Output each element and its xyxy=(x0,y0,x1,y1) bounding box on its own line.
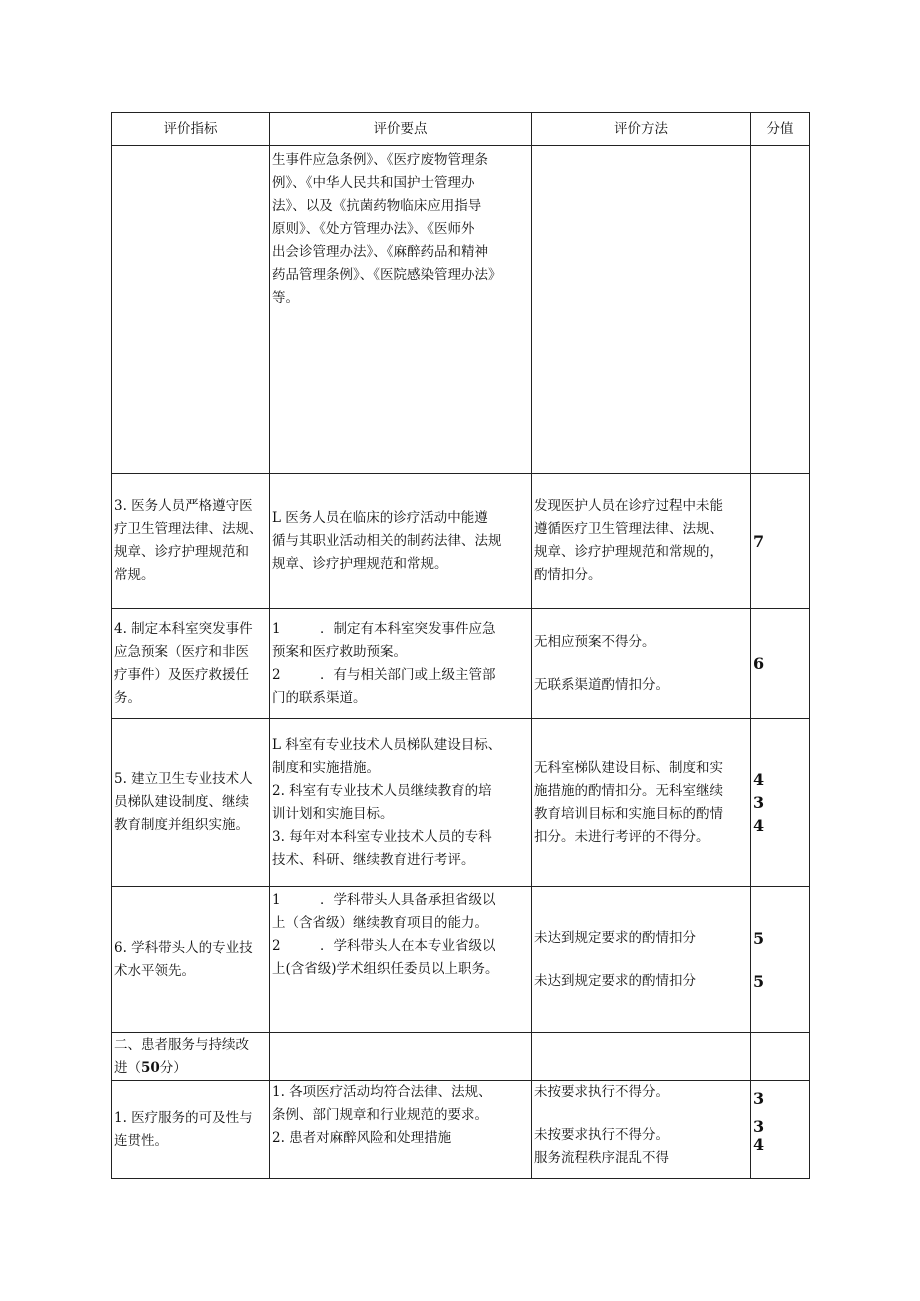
table-header-row xyxy=(112,113,810,146)
score-cell xyxy=(751,609,810,719)
points-line: 药品管理条例》、《医院感染管理办法》 xyxy=(272,267,502,283)
points-line: 制度和实施措施。 xyxy=(272,759,380,776)
score-value: 5 xyxy=(753,928,765,948)
spacer xyxy=(534,950,748,970)
points-line: 法》、以及《抗菌药物临床应用指导 xyxy=(272,198,482,214)
score-cell xyxy=(751,1033,810,1081)
indicator-line: 应急预案（医疗和非医 xyxy=(114,643,249,660)
points-line: 预案和医疗救助预案。 xyxy=(272,643,407,660)
score-value: 6 xyxy=(753,654,765,673)
indicator-line: 员梯队建设制度、继续 xyxy=(114,794,249,810)
points-cell xyxy=(270,609,532,719)
score-value: 3 xyxy=(753,1089,765,1108)
section-heading xyxy=(112,1033,270,1081)
points-line: 2. 科室有专业技术人员继续教育的培 xyxy=(272,782,492,799)
points-line: 训计划和实施目标。 xyxy=(272,805,394,822)
enum-text: ．学科带头人具备承担省级以 xyxy=(320,892,496,908)
points-cell xyxy=(270,719,532,887)
score-value: 4 xyxy=(753,816,765,835)
table-row xyxy=(112,1081,810,1179)
score-value: 3 xyxy=(753,1117,765,1136)
points-line: 规章、诊疗护理规范和常规。 xyxy=(272,555,448,572)
indicator-cell xyxy=(112,146,270,474)
score-cell xyxy=(751,146,810,474)
indicator-cell xyxy=(112,887,270,1033)
enum-number: 1 xyxy=(272,620,281,637)
table-row xyxy=(112,146,810,474)
section-text: 分） xyxy=(159,1060,187,1076)
indicator-line: 规章、诊疗护理规范和 xyxy=(114,544,249,560)
method-line: 未达到规定要求的酌情扣分 xyxy=(534,972,696,989)
method-line: 服务流程秩序混乱不得 xyxy=(534,1150,669,1166)
points-line xyxy=(272,618,529,641)
spacer xyxy=(534,654,748,674)
section-row xyxy=(112,1033,810,1081)
indicator-line: 1. 医疗服务的可及性与 xyxy=(114,1109,253,1126)
points-line: 例》、《中华人民共和国护士管理办 xyxy=(272,175,475,191)
points-line: 条例、部门规章和行业规范的要求。 xyxy=(272,1107,488,1123)
indicator-cell xyxy=(112,474,270,609)
method-cell xyxy=(532,1033,751,1081)
enum-text: ．制定有本科室突发事件应急 xyxy=(320,620,496,637)
method-line: 无联系渠道酌情扣分。 xyxy=(534,676,669,693)
points-line: 原则》、《处方管理办法》、《医师外 xyxy=(272,221,475,237)
points-line: 上(含省级)学术组织任委员以上职务。 xyxy=(272,961,499,977)
table-row xyxy=(112,719,810,887)
header-method: 评价方法 xyxy=(532,113,751,146)
spacer xyxy=(534,1104,748,1124)
method-cell xyxy=(532,146,751,474)
table-row xyxy=(112,887,810,1033)
method-cell xyxy=(532,474,751,609)
enum-text: ．有与相关部门或上级主管部 xyxy=(320,666,496,683)
method-line: 施措施的酌情扣分。无科室继续 xyxy=(534,782,723,799)
points-cell xyxy=(270,474,532,609)
indicator-line: 5. 建立卫生专业技术人 xyxy=(114,771,253,787)
method-line: 酌情扣分。 xyxy=(534,567,602,583)
indicator-line: 疗事件）及医疗救援任 xyxy=(114,666,249,683)
method-line: 未达到规定要求的酌情扣分 xyxy=(534,929,696,946)
score-value: 3 xyxy=(753,793,765,812)
indicator-line: 常规。 xyxy=(114,567,155,583)
spacer xyxy=(753,950,807,970)
points-line: 等。 xyxy=(272,290,299,306)
score-cell xyxy=(751,719,810,887)
method-cell xyxy=(532,609,751,719)
points-line xyxy=(272,664,529,687)
points-cell xyxy=(270,1033,532,1081)
method-cell xyxy=(532,1081,751,1179)
indicator-line: 4. 制定本科室突发事件 xyxy=(114,620,253,637)
points-line: 3. 每年对本科室专业技术人员的专科 xyxy=(272,828,492,845)
enum-number: 2 xyxy=(272,938,281,954)
section-text: 进（ xyxy=(114,1060,141,1076)
points-line: 技术、科研、继续教育进行考评。 xyxy=(272,851,475,868)
method-line: 遵循医疗卫生管理法律、法规、 xyxy=(534,521,723,537)
score-cell xyxy=(751,1081,810,1179)
method-line: 规章、诊疗护理规范和常规的， xyxy=(534,544,723,560)
score-cell xyxy=(751,887,810,1033)
points-line: 上（含省级）继续教育项目的能力。 xyxy=(272,915,488,931)
points-line: L 医务人员在临床的诊疗活动中能遵 xyxy=(272,509,488,526)
method-line: 无科室梯队建设目标、制度和实 xyxy=(534,759,723,776)
points-line: 门的联系渠道。 xyxy=(272,689,367,706)
points-cell xyxy=(270,146,532,474)
method-line: 未按要求执行不得分。 xyxy=(534,1127,669,1143)
indicator-line: 疗卫生管理法律、法规、 xyxy=(114,521,263,537)
method-cell xyxy=(532,887,751,1033)
score-value: 4 xyxy=(753,770,765,789)
score-value: 5 xyxy=(753,971,765,991)
points-cell xyxy=(270,1081,532,1179)
points-line xyxy=(272,935,529,958)
indicator-cell xyxy=(112,609,270,719)
method-line: 无相应预案不得分。 xyxy=(534,633,656,650)
indicator-line: 教育制度并组织实施。 xyxy=(114,817,249,833)
indicator-line: 术水平领先。 xyxy=(114,962,195,979)
points-line: 2. 患者对麻醉风险和处理措施 xyxy=(272,1130,452,1146)
points-line: 生事件应急条例》、《医疗废物管理条 xyxy=(272,152,488,168)
method-line: 教育培训目标和实施目标的酌情 xyxy=(534,805,723,822)
indicator-line: 3. 医务人员严格遵守医 xyxy=(114,498,253,514)
points-line: 1. 各项医疗活动均符合法律、法规、 xyxy=(272,1084,492,1100)
indicator-line: 连贯性。 xyxy=(114,1132,168,1149)
indicator-line: 6. 学科带头人的专业技 xyxy=(114,939,253,956)
method-cell xyxy=(532,719,751,887)
method-line: 发现医护人员在诊疗过程中未能 xyxy=(534,498,723,514)
header-points: 评价要点 xyxy=(270,113,532,146)
enum-text: ．学科带头人在本专业省级以 xyxy=(320,938,496,954)
score-value: 7 xyxy=(753,531,765,551)
section-line xyxy=(114,1057,267,1080)
indicator-cell xyxy=(112,1081,270,1179)
points-line: L 科室有专业技术人员梯队建设目标、 xyxy=(272,736,502,753)
score-value: 4 xyxy=(753,1135,765,1154)
enum-number: 1 xyxy=(272,892,281,908)
enum-number: 2 xyxy=(272,666,281,683)
method-line: 未按要求执行不得分。 xyxy=(534,1084,669,1100)
header-indicator: 评价指标 xyxy=(112,113,270,146)
points-line xyxy=(272,889,529,912)
table-row xyxy=(112,609,810,719)
header-score: 分值 xyxy=(751,113,810,146)
table-row xyxy=(112,474,810,609)
evaluation-table xyxy=(111,112,810,1179)
section-line: 二、患者服务与持续改 xyxy=(114,1037,249,1053)
points-cell xyxy=(270,887,532,1033)
points-line: 循与其职业活动相关的制药法律、法规 xyxy=(272,532,502,549)
indicator-cell xyxy=(112,719,270,887)
indicator-line: 务。 xyxy=(114,689,141,706)
section-points: 50 xyxy=(141,1060,160,1076)
method-line: 扣分。未进行考评的不得分。 xyxy=(534,828,710,845)
score-cell xyxy=(751,474,810,609)
points-line: 出会诊管理办法》、《麻醉药品和精神 xyxy=(272,244,488,260)
